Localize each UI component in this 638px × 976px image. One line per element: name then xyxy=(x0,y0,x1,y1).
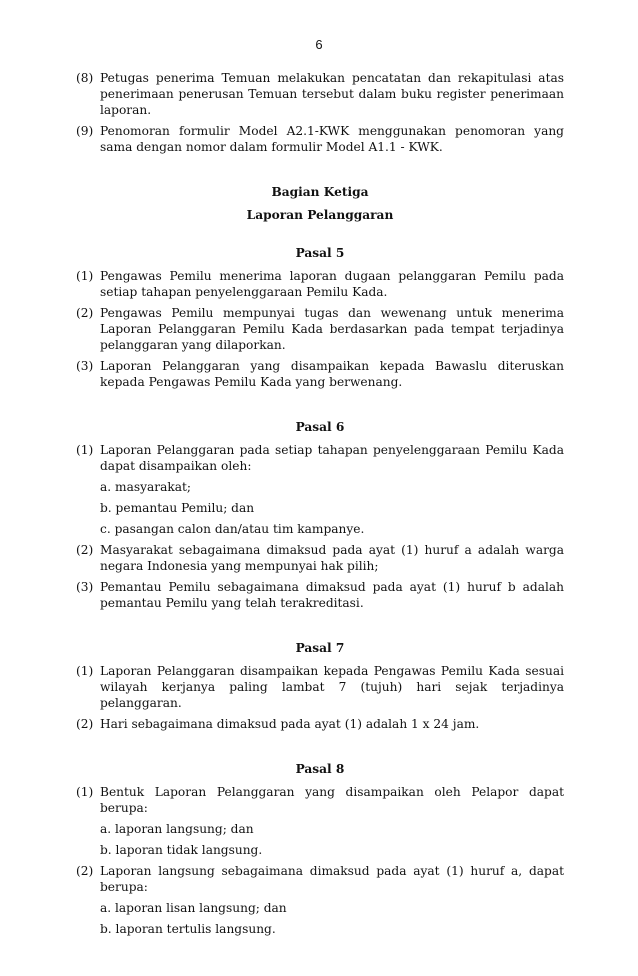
pasal-5-paragraph-3 xyxy=(76,358,564,390)
list-item: a. masyarakat; xyxy=(100,480,191,494)
list-item: a. laporan lisan langsung; dan xyxy=(100,901,287,915)
paragraph-text: Laporan langsung sebagaimana dimaksud pada ayat (1) huruf a, dapat berupa: xyxy=(100,864,564,894)
paragraph-text: Pengawas Pemilu menerima laporan dugaan pelanggaran Pemilu pada setiap tahapan penyelenggaraan Pemilu Kada. xyxy=(100,269,564,299)
list-item: b. laporan tertulis langsung. xyxy=(100,922,276,936)
paragraph-text: Laporan Pelanggaran pada setiap tahapan penyelenggaraan Pemilu Kada dapat disampaikan oleh: xyxy=(100,443,564,473)
paragraph-number: (1) xyxy=(76,785,94,799)
pasal-5-paragraph-2 xyxy=(76,305,564,353)
list-item: a. laporan langsung; dan xyxy=(100,822,254,836)
paragraph-number: (3) xyxy=(76,580,94,594)
paragraph-number: (1) xyxy=(76,443,94,457)
paragraph-text: Bentuk Laporan Pelanggaran yang disampaikan oleh Pelapor dapat berupa: xyxy=(100,785,564,815)
list-item: b. pemantau Pemilu; dan xyxy=(100,501,255,515)
paragraph-number: (2) xyxy=(76,717,94,731)
paragraph-number: (9) xyxy=(76,124,94,138)
pasal-7-paragraph-1 xyxy=(76,663,564,711)
section-title: Bagian Ketiga xyxy=(271,185,369,199)
pasal-6-paragraph-3 xyxy=(76,579,564,611)
pasal-7-paragraph-2 xyxy=(76,716,564,732)
paragraph-text: Petugas penerima Temuan melakukan pencatatan dan rekapitulasi atas penerimaan penerusan Temuan tersebut dalam buku register penerimaan laporan. xyxy=(100,71,564,117)
paragraph-number: (8) xyxy=(76,71,94,85)
paragraph-intro-9 xyxy=(76,123,564,155)
paragraph-text: Pemantau Pemilu sebagaimana dimaksud pada ayat (1) huruf b adalah pemantau Pemilu yang telah terakreditasi. xyxy=(100,580,564,610)
paragraph-number: (3) xyxy=(76,359,94,373)
pasal-7-title: Pasal 7 xyxy=(295,641,345,655)
document-body xyxy=(76,70,564,942)
paragraph-number: (2) xyxy=(76,543,94,557)
pasal-8-title: Pasal 8 xyxy=(295,762,345,776)
paragraph-text: Laporan Pelanggaran yang disampaikan kepada Bawaslu diteruskan kepada Pengawas Pemilu Kada yang berwenang. xyxy=(100,359,564,389)
pasal-6-paragraph-2 xyxy=(76,542,564,574)
paragraph-number: (1) xyxy=(76,269,94,283)
paragraph-intro-8 xyxy=(76,70,564,118)
page-number: 6 xyxy=(315,37,323,52)
pasal-5-title: Pasal 5 xyxy=(295,246,345,260)
pasal-6-paragraph-1 xyxy=(76,442,564,474)
section-subtitle: Laporan Pelanggaran xyxy=(246,208,394,222)
paragraph-text: Penomoran formulir Model A2.1-KWK menggunakan penomoran yang sama dengan nomor dalam formulir Model A1.1 - KWK. xyxy=(100,124,564,154)
paragraph-text: Pengawas Pemilu mempunyai tugas dan wewenang untuk menerima Laporan Pelanggaran Pemilu Kada berdasarkan pada tempat terjadinya pelanggaran yang dilaporkan. xyxy=(100,306,564,352)
paragraph-text: Laporan Pelanggaran disampaikan kepada Pengawas Pemilu Kada sesuai wilayah kerjanya paling lambat 7 (tujuh) hari sejak terjadinya pelanggaran. xyxy=(100,664,564,710)
pasal-6-title: Pasal 6 xyxy=(295,420,345,434)
paragraph-number: (2) xyxy=(76,864,94,878)
paragraph-text: Masyarakat sebagaimana dimaksud pada ayat (1) huruf a adalah warga negara Indonesia yang mempunyai hak pilih; xyxy=(100,543,564,573)
paragraph-number: (1) xyxy=(76,664,94,678)
pasal-8-paragraph-2 xyxy=(76,863,564,895)
list-item: c. pasangan calon dan/atau tim kampanye. xyxy=(100,522,365,536)
list-item: b. laporan tidak langsung. xyxy=(100,843,263,857)
pasal-5-paragraph-1 xyxy=(76,268,564,300)
pasal-8-paragraph-1 xyxy=(76,784,564,816)
paragraph-number: (2) xyxy=(76,306,94,320)
paragraph-text: Hari sebagaimana dimaksud pada ayat (1) adalah 1 x 24 jam. xyxy=(100,717,480,731)
